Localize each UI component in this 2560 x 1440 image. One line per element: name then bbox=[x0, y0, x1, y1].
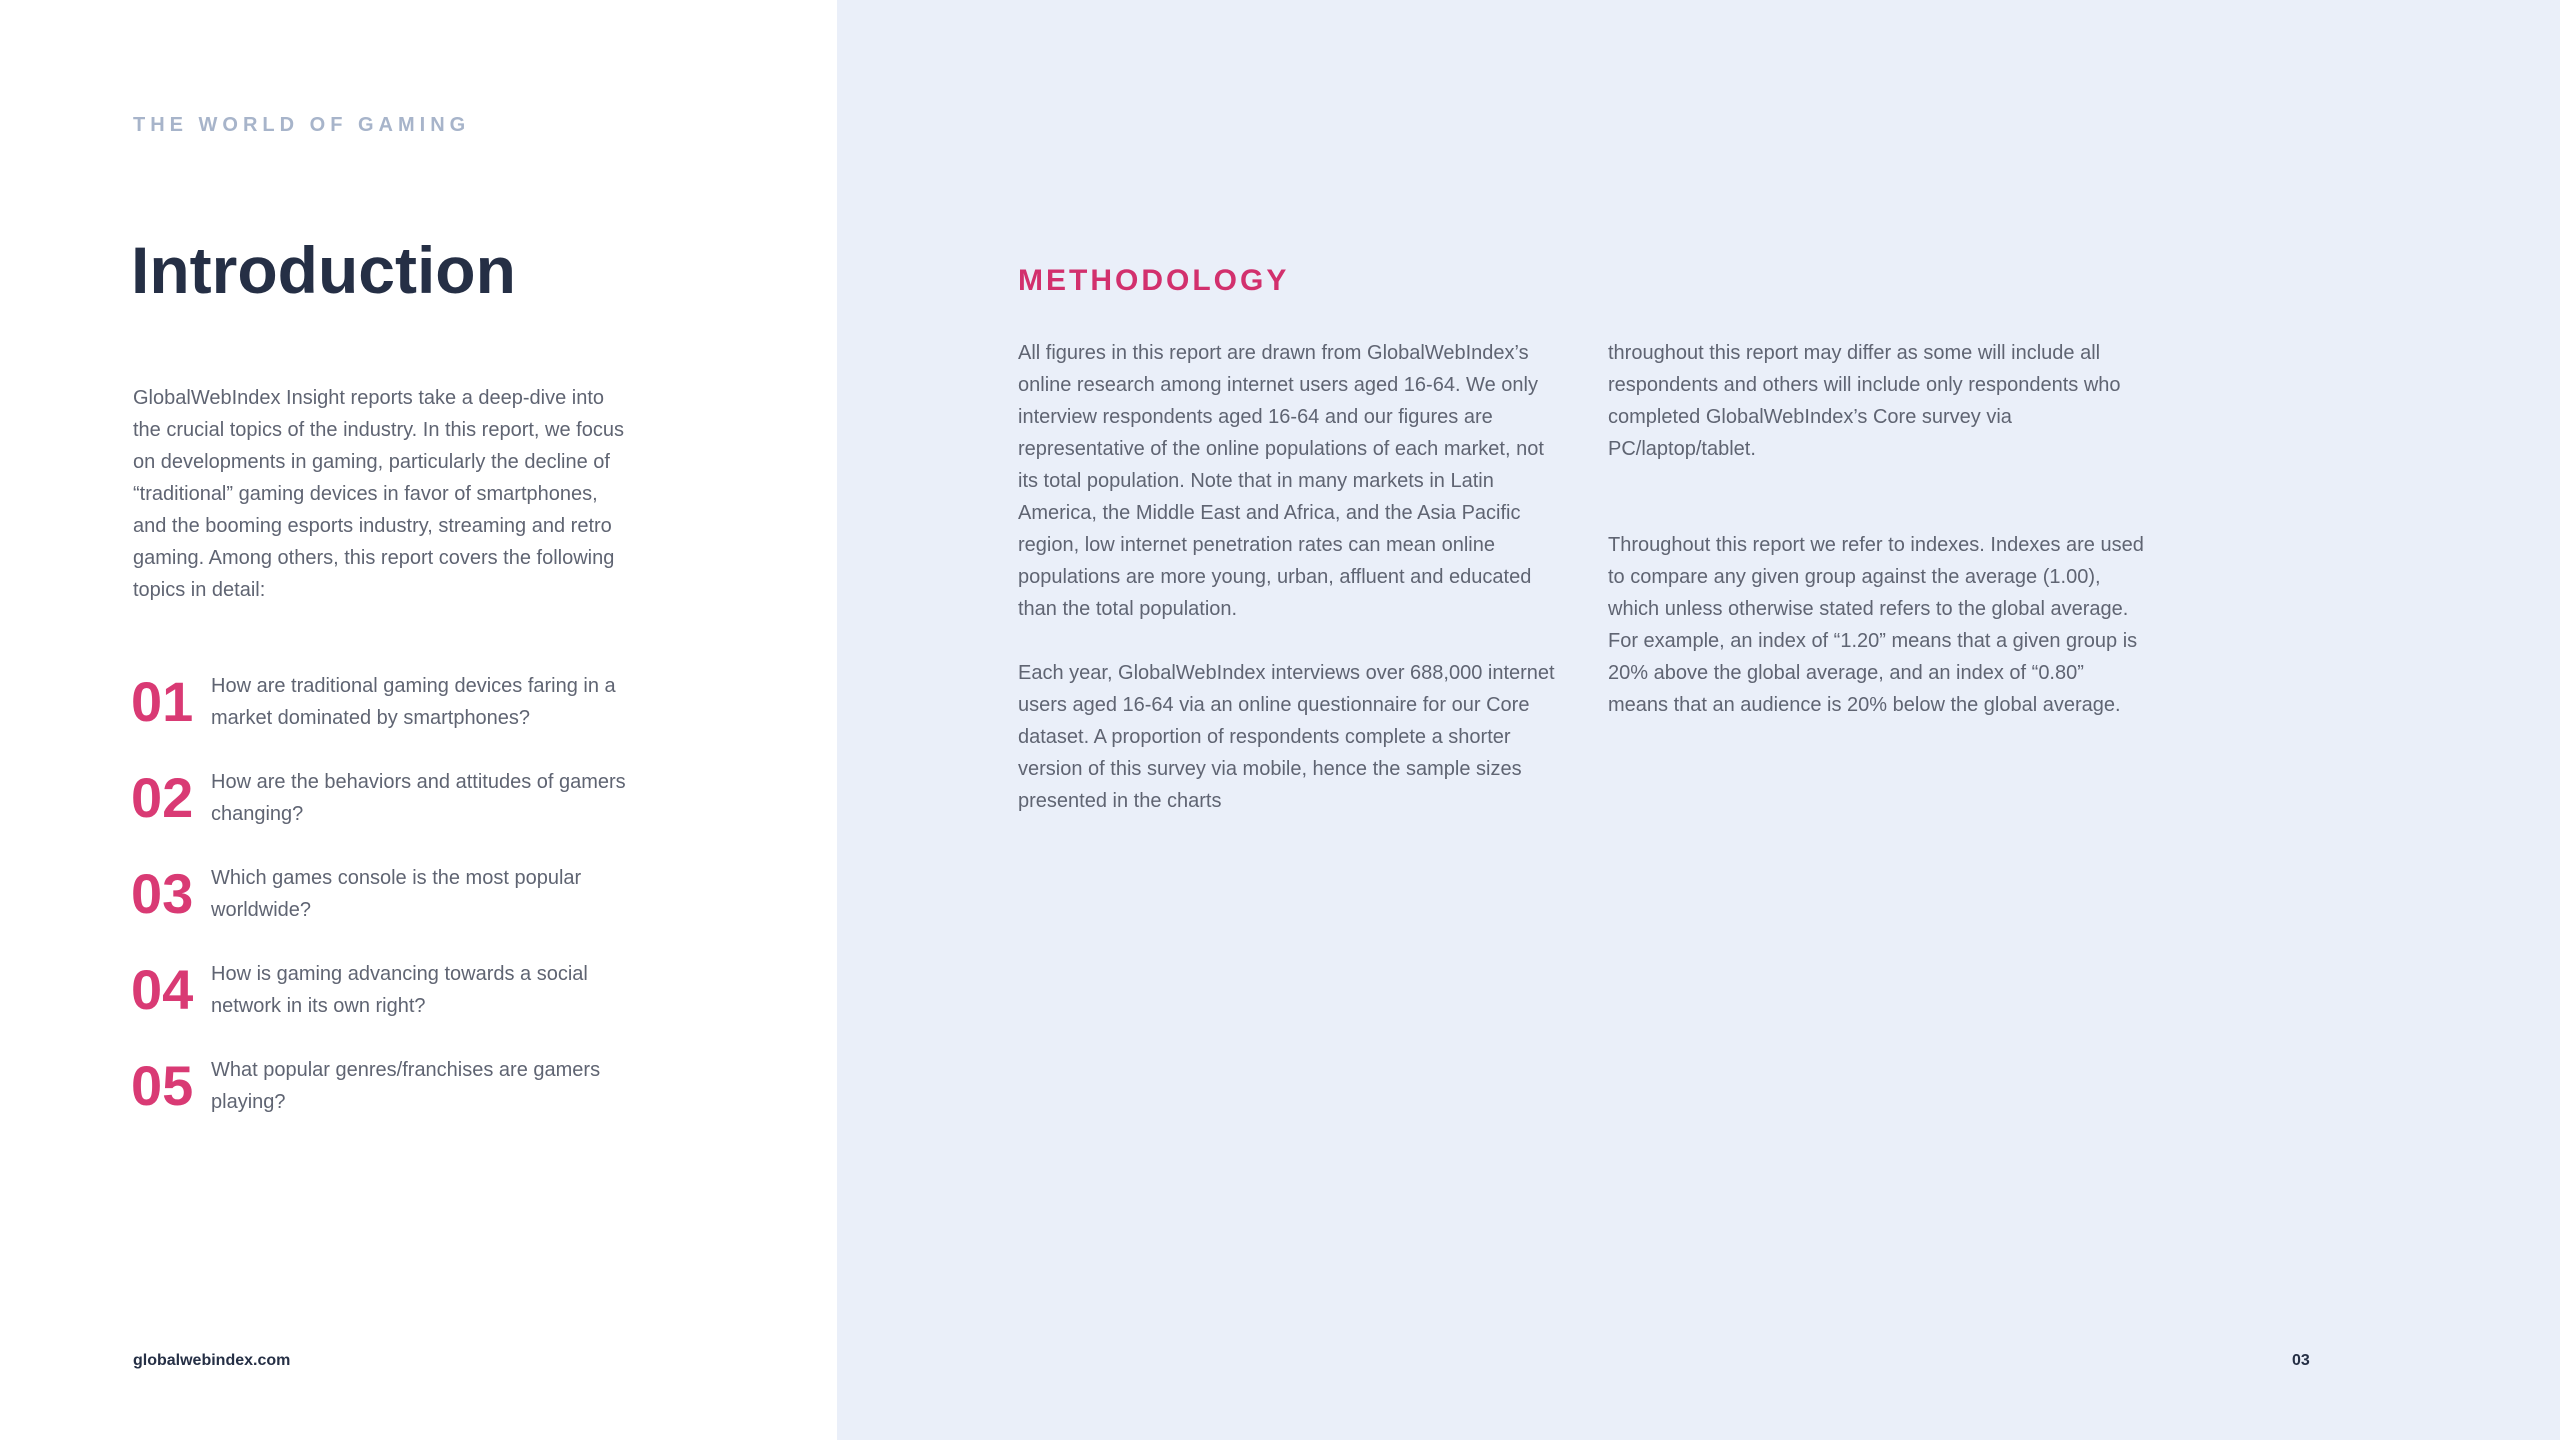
topic-text: How are the behaviors and attitudes of gamers changing? bbox=[211, 771, 626, 825]
topic-number: 03 bbox=[131, 862, 194, 925]
left-panel bbox=[0, 0, 837, 1440]
footer-site-link[interactable]: globalwebindex.com bbox=[133, 1352, 291, 1369]
topic-number: 02 bbox=[131, 766, 194, 829]
methodology-paragraph: Throughout this report we refer to indexes. Indexes are used to compare any given group against the average (1.00), which unless otherwise stated refers to the global average. For example, an index of “1.20” means that a given group is 20% above the global average, and an index of “0.80” means that an audience is 20% below the global average. bbox=[1608, 534, 2144, 716]
topic-text: Which games console is the most popular worldwide? bbox=[211, 867, 582, 921]
methodology-column-1 bbox=[1018, 337, 1558, 849]
methodology-paragraph: Each year, GlobalWebIndex interviews over 688,000 internet users aged 16-64 via an online questionnaire for our Core dataset. A proportion of respondents complete a shorter version of this survey via mobile, hence the sample sizes presented in the charts bbox=[1018, 662, 1555, 812]
page-number: 03 bbox=[2292, 1352, 2310, 1369]
methodology-paragraph: All figures in this report are drawn from GlobalWebIndex’s online research among internet users aged 16-64. We only interview respondents aged 16-64 and our figures are representative of the online populations of each market, not its total population. Note that in many markets in Latin America, the Middle East and Africa, and the Asia Pacific region, low internet penetration rates can mean online populations are more young, urban, affluent and educated than the total population. bbox=[1018, 342, 1544, 620]
topic-number: 05 bbox=[131, 1054, 194, 1117]
topic-number: 01 bbox=[131, 670, 194, 733]
section-label: THE WORLD OF GAMING bbox=[133, 114, 471, 136]
topic-number: 04 bbox=[131, 958, 194, 1021]
methodology-paragraph: throughout this report may differ as some will include all respondents and others will include only respondents who completed GlobalWebIndex’s Core survey via PC/laptop/tablet. bbox=[1608, 342, 2121, 460]
topic-text: How are traditional gaming devices faring in a market dominated by smartphones? bbox=[211, 675, 616, 729]
intro-paragraph: GlobalWebIndex Insight reports take a deep-dive into the crucial topics of the industry. In this report, we focus on developments in gaming, particularly the decline of “traditional” gaming devices in favor of smartphones, and the booming esports industry, streaming and retro gaming. Among others, this report covers the following topics in detail: bbox=[133, 387, 624, 601]
methodology-heading: METHODOLOGY bbox=[1018, 264, 1290, 297]
topic-text: How is gaming advancing towards a social network in its own right? bbox=[211, 963, 588, 1017]
topic-text: What popular genres/franchises are gamers playing? bbox=[211, 1059, 601, 1113]
methodology-column-2 bbox=[1608, 337, 2148, 753]
page-title: Introduction bbox=[131, 233, 516, 307]
